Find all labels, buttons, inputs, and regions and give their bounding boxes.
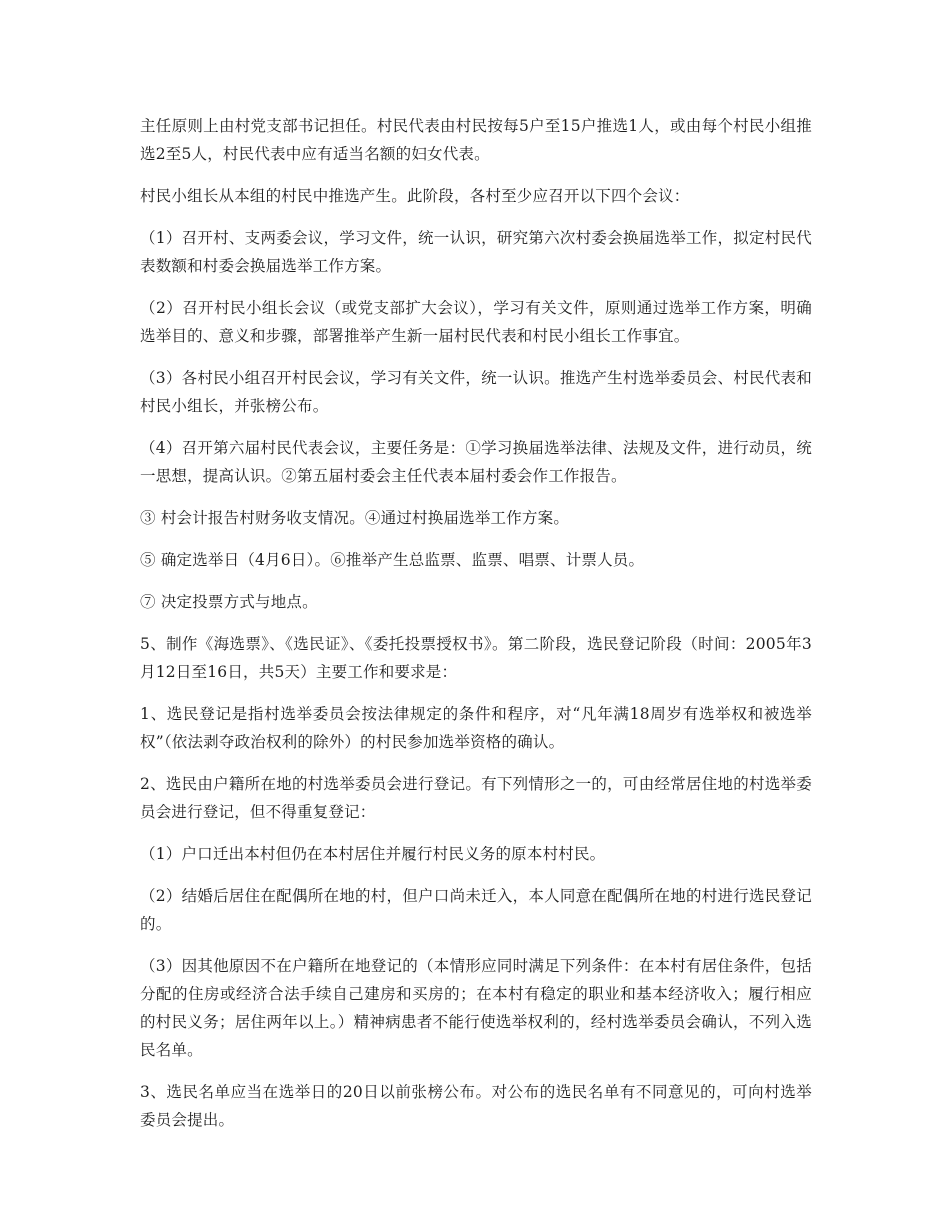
paragraph: ⑤ 确定选举日（4月6日）。⑥推举产生总监票、监票、唱票、计票人员。 <box>140 551 645 569</box>
paragraph: 3、选民名单应当在选举日的20日以前张榜公布。对公布的选民名单有不同意见的，可向村选举委员会提出。 <box>140 1083 812 1129</box>
paragraph: （1）户口迁出本村但仍在本村居住并履行村民义务的原本村村民。 <box>140 845 606 863</box>
paragraph: （3）各村民小组召开村民会议，学习有关文件，统一认识。推选产生村选举委员会、村民代表和村民小组长，并张榜公布。 <box>140 369 812 415</box>
paragraph: （3）因其他原因不在户籍所在地登记的（本情形应同时满足下列条件：在本村有居住条件，包括分配的住房或经济合法手续自己建房和买房的；在本村有稳定的职业和基本经济收入；履行相应的村民义务；居住两年以上。）精神病患者不能行使选举权利的，经村选举委员会确认，不列入选民名单。 <box>140 957 812 1059</box>
paragraph: ⑦ 决定投票方式与地点。 <box>140 593 318 611</box>
paragraph: （1）召开村、支两委会议，学习文件，统一认识，研究第六次村委会换届选举工作，拟定村民代表数额和村委会换届选举工作方案。 <box>140 229 812 275</box>
paragraph: 主任原则上由村党支部书记担任。村民代表由村民按每5户至15户推选1人，或由每个村民小组推选2至5人，村民代表中应有适当名额的妇女代表。 <box>140 117 812 163</box>
paragraph: ③ 村会计报告村财务收支情况。④通过村换届选举工作方案。 <box>140 509 570 527</box>
paragraph: 1、选民登记是指村选举委员会按法律规定的条件和程序，对“凡年满18周岁有选举权和被选举权”（依法剥夺政治权利的除外）的村民参加选举资格的确认。 <box>140 705 812 751</box>
paragraph: （4）召开第六届村民代表会议，主要任务是：①学习换届选举法律、法规及文件，进行动员，统一思想，提高认识。②第五届村委会主任代表本届村委会作工作报告。 <box>140 439 812 485</box>
document-body <box>140 112 812 1148</box>
paragraph: 5、制作《海选票》、《选民证》、《委托投票授权书》。第二阶段，选民登记阶段（时间：2005年3月12日至16日，共5天）主要工作和要求是： <box>140 635 812 681</box>
paragraph: 村民小组长从本组的村民中推选产生。此阶段，各村至少应召开以下四个会议： <box>140 187 690 205</box>
paragraph: （2）召开村民小组长会议（或党支部扩大会议），学习有关文件，原则通过选举工作方案，明确选举目的、意义和步骤，部署推举产生新一届村民代表和村民小组长工作事宜。 <box>140 299 812 345</box>
paragraph: 2、选民由户籍所在地的村选举委员会进行登记。有下列情形之一的，可由经常居住地的村选举委员会进行登记，但不得重复登记： <box>140 775 812 821</box>
paragraph: （2）结婚后居住在配偶所在地的村，但户口尚未迁入，本人同意在配偶所在地的村进行选民登记的。 <box>140 887 812 933</box>
